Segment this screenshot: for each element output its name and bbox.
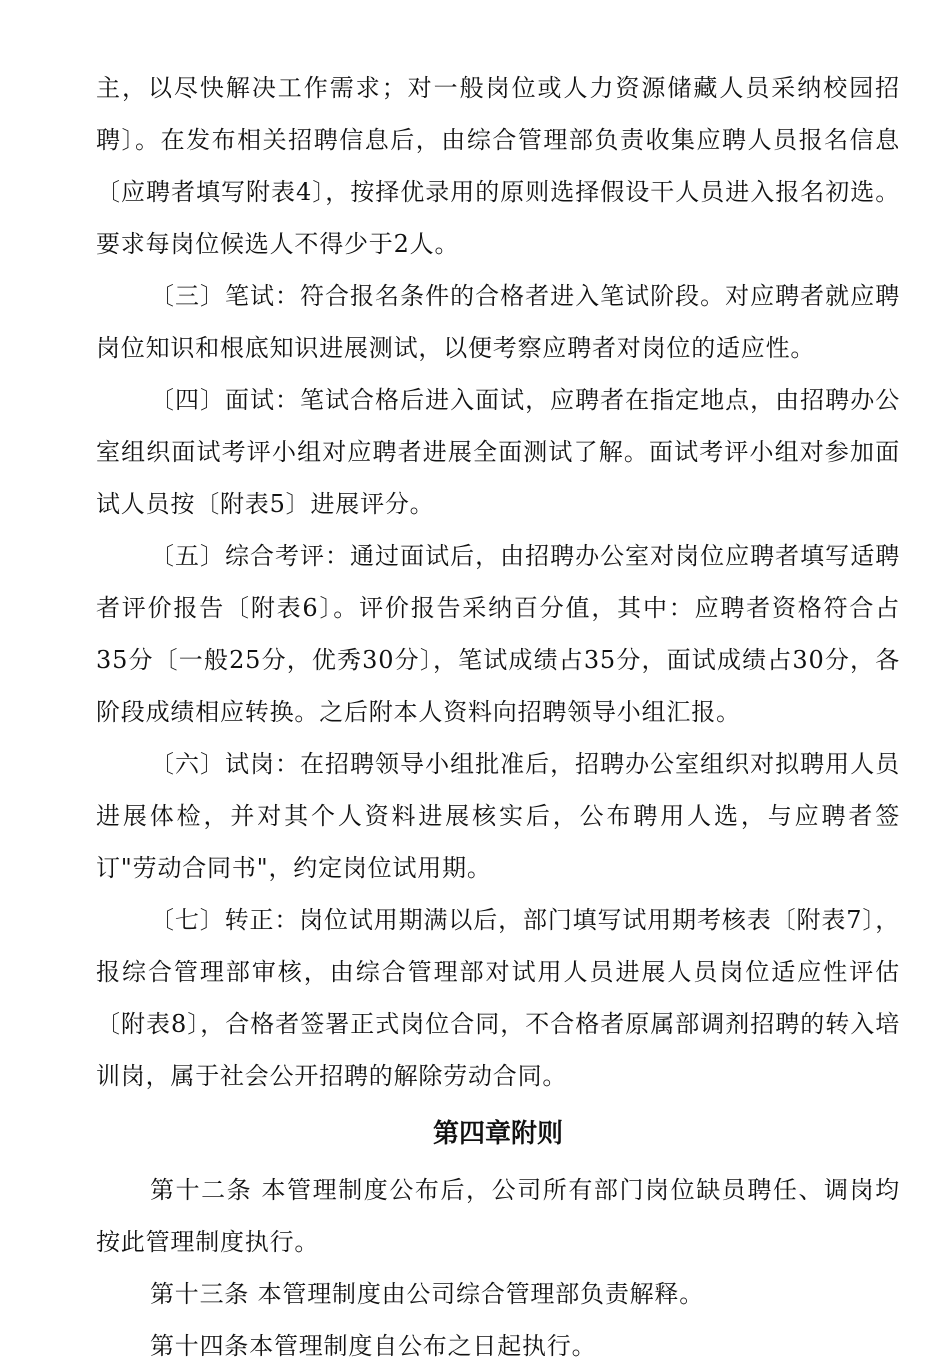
paragraph-comprehensive-evaluation: 〔五〕综合考评：通过面试后，由招聘办公室对岗位应聘者填写适聘者评价报告〔附表6〕。评价报告采纳百分值，其中：应聘者资格符合占35分〔一般25分，优秀30分〕，笔试成绩占35分，面试成绩占30分，各阶段成绩相应转换。之后附本人资料向招聘领导小组汇报。	[96, 542, 900, 726]
paragraph-interview: 〔四〕面试：笔试合格后进入面试，应聘者在指定地点，由招聘办公室组织面试考评小组对应聘者进展全面测试了解。面试考评小组对参加面试人员按〔附表5〕进展评分。	[96, 386, 900, 518]
paragraph-written-test: 〔三〕笔试：符合报名条件的合格者进入笔试阶段。对应聘者就应聘岗位知识和根底知识进展测试，以便考察应聘者对岗位的适应性。	[96, 282, 900, 362]
article-fourteen: 第十四条本管理制度自公布之日起执行。	[150, 1332, 597, 1360]
document-page	[96, 62, 900, 1372]
article-thirteen: 第十三条 本管理制度由公司综合管理部负责解释。	[150, 1280, 705, 1308]
article-twelve: 第十二条 本管理制度公布后，公司所有部门岗位缺员聘任、调岗均按此管理制度执行。	[96, 1176, 900, 1256]
paragraph-regularization: 〔七〕转正：岗位试用期满以后，部门填写试用期考核表〔附表7〕，报综合管理部审核，由综合管理部对试用人员进展人员岗位适应性评估〔附表8〕，合格者签署正式岗位合同，不合格者原属部调剂招聘的转入培训岗，属于社会公开招聘的解除劳动合同。	[96, 906, 900, 1090]
paragraph-trial-post: 〔六〕试岗：在招聘领导小组批准后，招聘办公室组织对拟聘用人员进展体检，并对其个人资料进展核实后，公布聘用人选，与应聘者签订"劳动合同书"，约定岗位试用期。	[96, 750, 900, 882]
paragraph-recruitment-continuation: 主，以尽快解决工作需求；对一般岗位或人力资源储藏人员采纳校园招聘〕。在发布相关招聘信息后，由综合管理部负责收集应聘人员报名信息〔应聘者填写附表4〕，按择优录用的原则选择假设干人员进入报名初选。要求每岗位候选人不得少于2人。	[96, 74, 900, 258]
chapter-title: 第四章附则	[432, 1119, 563, 1149]
